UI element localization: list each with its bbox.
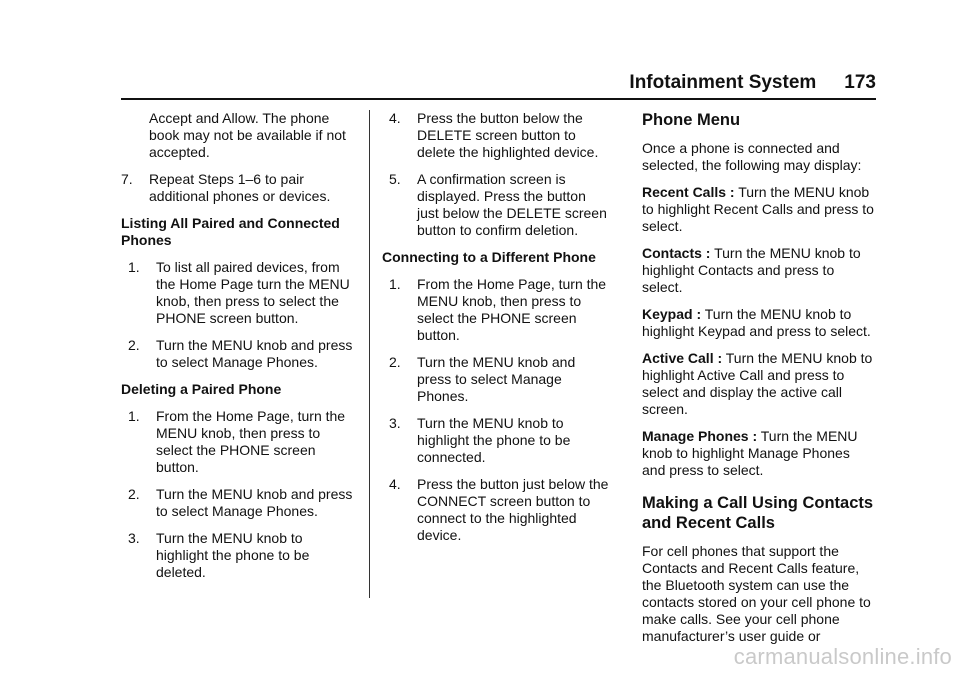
step-text: Turn the MENU knob to highlight the phone to be connected.: [417, 415, 571, 465]
step-text: Press the button just below the CONNECT screen button to connect to the highlighted device.: [417, 476, 609, 543]
subheading-listing: Listing All Paired and Connected Phones: [121, 215, 340, 248]
step-item: [382, 354, 610, 405]
menu-definition: [642, 184, 876, 235]
menu-definition: [642, 350, 876, 418]
heading-making-call: Making a Call Using Contacts and Recent Calls: [642, 494, 874, 532]
step-number: 3.: [389, 415, 401, 431]
menu-term: Active Call :: [642, 350, 723, 366]
step-item: [121, 259, 357, 327]
step-item: [121, 486, 357, 520]
menu-description: Turn the MENU knob to highlight Active Call and press to select and display the active call screen.: [642, 350, 873, 417]
menu-term: Keypad :: [642, 306, 702, 322]
step-number: 1.: [128, 408, 140, 424]
section-title: Infotainment System: [629, 72, 817, 93]
menu-definition: [642, 306, 876, 340]
step-item: [121, 171, 357, 205]
step-text: A confirmation screen is displayed. Press the button just below the DELETE screen button to confirm deletion.: [417, 171, 607, 238]
step-number: 2.: [389, 354, 401, 370]
step-item: [382, 171, 610, 239]
column-1: [121, 110, 357, 591]
step-item: [382, 476, 610, 544]
menu-description: Turn the MENU knob to highlight Keypad and press to select.: [642, 306, 871, 339]
step-number: 5.: [389, 171, 401, 187]
step-item: [382, 110, 610, 161]
menu-term: Contacts :: [642, 245, 711, 261]
step-number: 3.: [128, 530, 140, 546]
step-number: 4.: [389, 110, 401, 126]
step-continuation: Accept and Allow. The phone book may not be available if not accepted.: [149, 110, 346, 160]
subheading-deleting: Deleting a Paired Phone: [121, 381, 282, 397]
watermark: carmanualsonline.info: [733, 644, 952, 669]
step-item: [121, 337, 357, 371]
step-number: 4.: [389, 476, 401, 492]
heading-phone-menu: Phone Menu: [642, 111, 741, 129]
page-number: 173: [844, 72, 876, 93]
step-item: [121, 408, 357, 476]
menu-description: Turn the MENU knob to highlight Manage Phones and press to select.: [642, 428, 858, 478]
step-text: Turn the MENU knob to highlight the phone to be deleted.: [156, 530, 310, 580]
step-text: Repeat Steps 1–6 to pair additional phones or devices.: [149, 171, 331, 204]
step-number: 2.: [128, 337, 140, 353]
step-text: To list all paired devices, from the Home Page turn the MENU knob, then press to select the PHONE screen button.: [156, 259, 350, 326]
menu-definition: [642, 245, 876, 296]
menu-term: Recent Calls :: [642, 184, 735, 200]
step-item: [382, 415, 610, 466]
step-number: 7.: [121, 171, 133, 187]
paragraph-intro: Once a phone is connected and selected, the following may display:: [642, 140, 862, 173]
step-text: Press the button below the DELETE screen button to delete the highlighted device.: [417, 110, 599, 160]
menu-term: Manage Phones :: [642, 428, 758, 444]
step-text: From the Home Page, turn the MENU knob, then press to select the PHONE screen button.: [156, 408, 346, 475]
step-number: 1.: [128, 259, 140, 275]
step-text: Turn the MENU knob and press to select Manage Phones.: [156, 337, 353, 370]
step-number: 1.: [389, 276, 401, 292]
column-2: [382, 110, 610, 554]
step-number: 2.: [128, 486, 140, 502]
menu-description: Turn the MENU knob to highlight Contacts and press to select.: [642, 245, 861, 295]
menu-definition: [642, 428, 876, 479]
step-item: [121, 530, 357, 581]
step-text: Turn the MENU knob and press to select Manage Phones.: [417, 354, 576, 404]
paragraph-making-call: For cell phones that support the Contacts and Recent Calls feature, the Bluetooth system can use the contacts stored on your cell phone to make calls. See your cell phone manufacturer’s user guide or: [642, 543, 871, 644]
step-text: From the Home Page, turn the MENU knob, then press to select the PHONE screen button.: [417, 276, 607, 343]
menu-description: Turn the MENU knob to highlight Recent Calls and press to select.: [642, 184, 874, 234]
column-divider: [369, 110, 370, 598]
step-item: [382, 276, 610, 344]
column-3: [642, 110, 876, 655]
step-text: Turn the MENU knob and press to select Manage Phones.: [156, 486, 353, 519]
header-rule: [121, 98, 876, 100]
page-header: [629, 72, 876, 94]
subheading-connecting: Connecting to a Different Phone: [382, 249, 596, 265]
